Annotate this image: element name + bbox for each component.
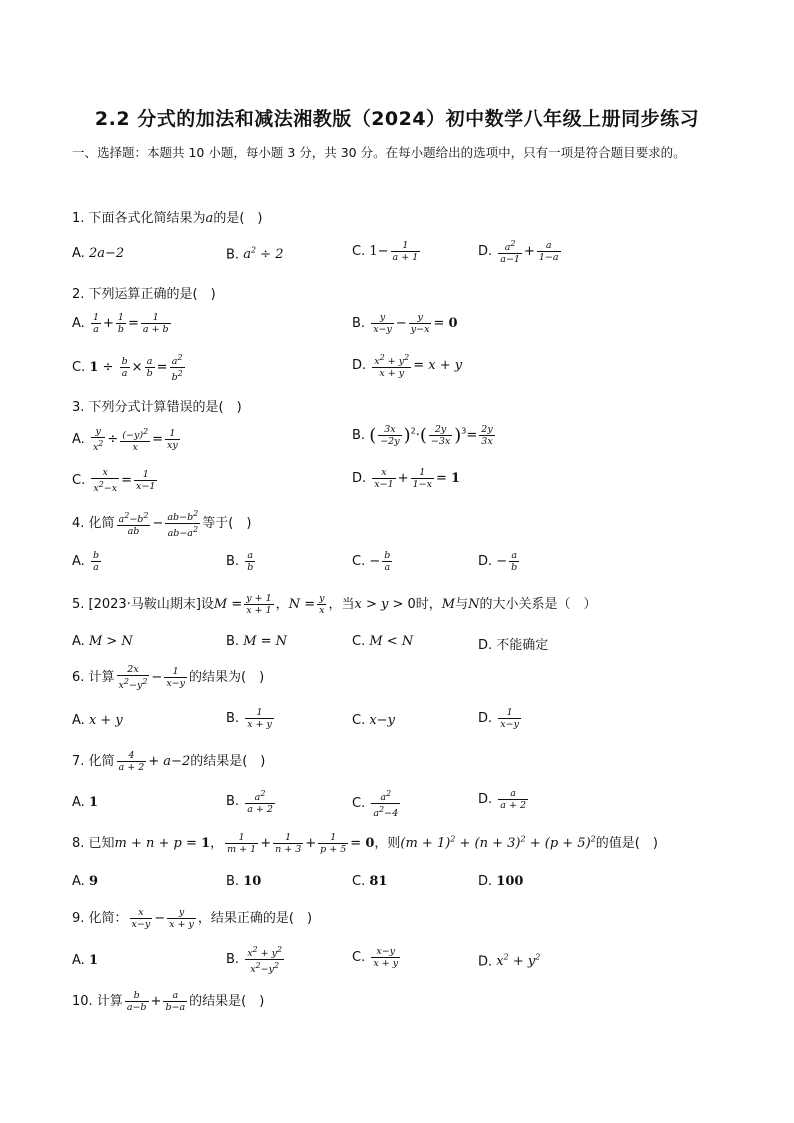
q2-option-c[interactable]: C. 1 ÷ $\frac{b}{a}$ × $\frac{a}{b}$ = $\frac{a^2}{b^2}$ — [72, 353, 183, 384]
q9-option-c[interactable]: C. $\frac{x-y}{x + y}$ — [352, 946, 399, 969]
q8-option-c[interactable]: C. 81 — [352, 874, 388, 889]
q1-option-b[interactable]: B. $a^2 \div 2$ — [226, 246, 284, 263]
q8-option-d[interactable]: D. 100 — [478, 874, 524, 889]
q6-option-b[interactable]: B. $\frac{1}{x + y}$ — [226, 707, 272, 730]
section-intro: 一、选择题：本题共 10 小题，每小题 3 分，共 30 分。在每小题给出的选项中，只有一项是符合题目要求的。 — [72, 145, 686, 160]
question-6: 6. 计算 $\frac{2x}{x^2-y^2}$ − $\frac{1}{x-y}$ 的结果为( ) — [72, 664, 265, 692]
q2-option-b[interactable]: B. $\frac{y}{x-y}$ − $\frac{y}{y-x}$ = 0 — [352, 312, 458, 335]
question-7: 7. 化简 $\frac{4}{a + 2}$ + a−2的结果是( ) — [72, 750, 266, 773]
q8-option-b[interactable]: B. 10 — [226, 874, 262, 889]
question-10: 10. 计算 $\frac{b}{a-b}$ + $\frac{a}{b-a}$ 的结果是( ) — [72, 990, 265, 1013]
question-5: 5. [2023·马鞍山期末]设M = $\frac{y + 1}{x + 1}$ ，N = $\frac{y}{x}$ ，当x > y > 0时，M与N的大小关系是（ ） — [72, 593, 597, 616]
q7-option-a[interactable]: A. 1 — [72, 795, 98, 810]
q9-option-b[interactable]: B. $\frac{x^2 + y^2}{x^2-y^2}$ — [226, 945, 283, 976]
q4-option-b[interactable]: B. $\frac{a}{b}$ — [226, 550, 254, 573]
q4-option-c[interactable]: C. − $\frac{b}{a}$ — [352, 550, 391, 573]
q6-option-a[interactable]: A. x + y — [72, 713, 123, 728]
q9-option-a[interactable]: A. 1 — [72, 953, 98, 968]
q7-option-c[interactable]: C. $\frac{a^2}{a^2-4}$ — [352, 789, 399, 820]
question-1: 1. 下面各式化简结果为a的是( ) — [72, 211, 263, 226]
q3-option-a[interactable]: A. $\frac{y}{x^2}$ ÷ $\frac{(-y)^2}{x}$ = $\frac{1}{xy}$ — [72, 426, 178, 454]
q1-option-d[interactable]: D. $\frac{a^2}{a-1}$ + $\frac{a}{1-a}$ — [478, 239, 559, 266]
q2-option-d[interactable]: D. $\frac{x^2 + y^2}{x + y}$ = x + y — [352, 353, 463, 380]
question-9: 9. 化简： $\frac{x}{x-y}$ − $\frac{y}{x + y}$ ，结果正确的是( ) — [72, 907, 313, 930]
question-8: 8. 已知m + n + p = 1， $\frac{1}{m + 1}$ + $\frac{1}{n + 3}$ + $\frac{1}{p + 5}$ = 0，则$(m + 1)^2 + (n + 3)^2 + (p + 5)^2$的值是( ) — [72, 832, 658, 855]
page-title: 2.2 分式的加法和减法湘教版（2024）初中数学八年级上册同步练习 — [94, 108, 700, 130]
q9-option-d[interactable]: D. $x^2 + y^2$ — [478, 953, 541, 970]
q6-option-d[interactable]: D. $\frac{1}{x-y}$ — [478, 707, 519, 730]
q7-option-b[interactable]: B. $\frac{a^2}{a + 2}$ — [226, 789, 273, 816]
q8-option-a[interactable]: A. 9 — [72, 874, 98, 889]
q1-option-a[interactable]: A. 2a−2 — [72, 246, 125, 261]
q7-option-d[interactable]: D. $\frac{a}{a + 2}$ — [478, 788, 526, 811]
q3-option-b[interactable]: B. ( $\frac{3x}{-2y}$ )$^2$·( $\frac{2y}{-3x}$ )$^3$= $\frac{2y}{3x}$ — [352, 424, 493, 447]
question-4: 4. 化简 $\frac{a^2-b^2}{ab}$ − $\frac{ab-b^2}{ab-a^2}$ 等于( ) — [72, 509, 252, 540]
q3-option-d[interactable]: D. $\frac{x}{x-1}$ + $\frac{1}{1-x}$ = 1 — [352, 467, 461, 490]
question-3: 3. 下列分式计算错误的是( ) — [72, 400, 242, 415]
q3-option-c[interactable]: C. $\frac{x}{x^2-x}$ = $\frac{1}{x-1}$ — [72, 467, 156, 495]
q5-option-d[interactable]: D. 不能确定 — [478, 638, 549, 653]
q5-option-a[interactable]: A. M > N — [72, 634, 133, 649]
q5-option-c[interactable]: C. M < N — [352, 634, 414, 649]
q5-option-b[interactable]: B. M = N — [226, 634, 288, 649]
q2-option-a[interactable]: A. $\frac{1}{a}$ + $\frac{1}{b}$ = $\frac{1}{a + b}$ — [72, 312, 169, 335]
q4-option-d[interactable]: D. − $\frac{a}{b}$ — [478, 550, 518, 573]
q1-option-c[interactable]: C. 1− $\frac{1}{a + 1}$ — [352, 240, 419, 263]
question-2: 2. 下列运算正确的是( ) — [72, 287, 216, 302]
q4-option-a[interactable]: A. $\frac{b}{a}$ — [72, 550, 100, 573]
q6-option-c[interactable]: C. x−y — [352, 713, 395, 728]
